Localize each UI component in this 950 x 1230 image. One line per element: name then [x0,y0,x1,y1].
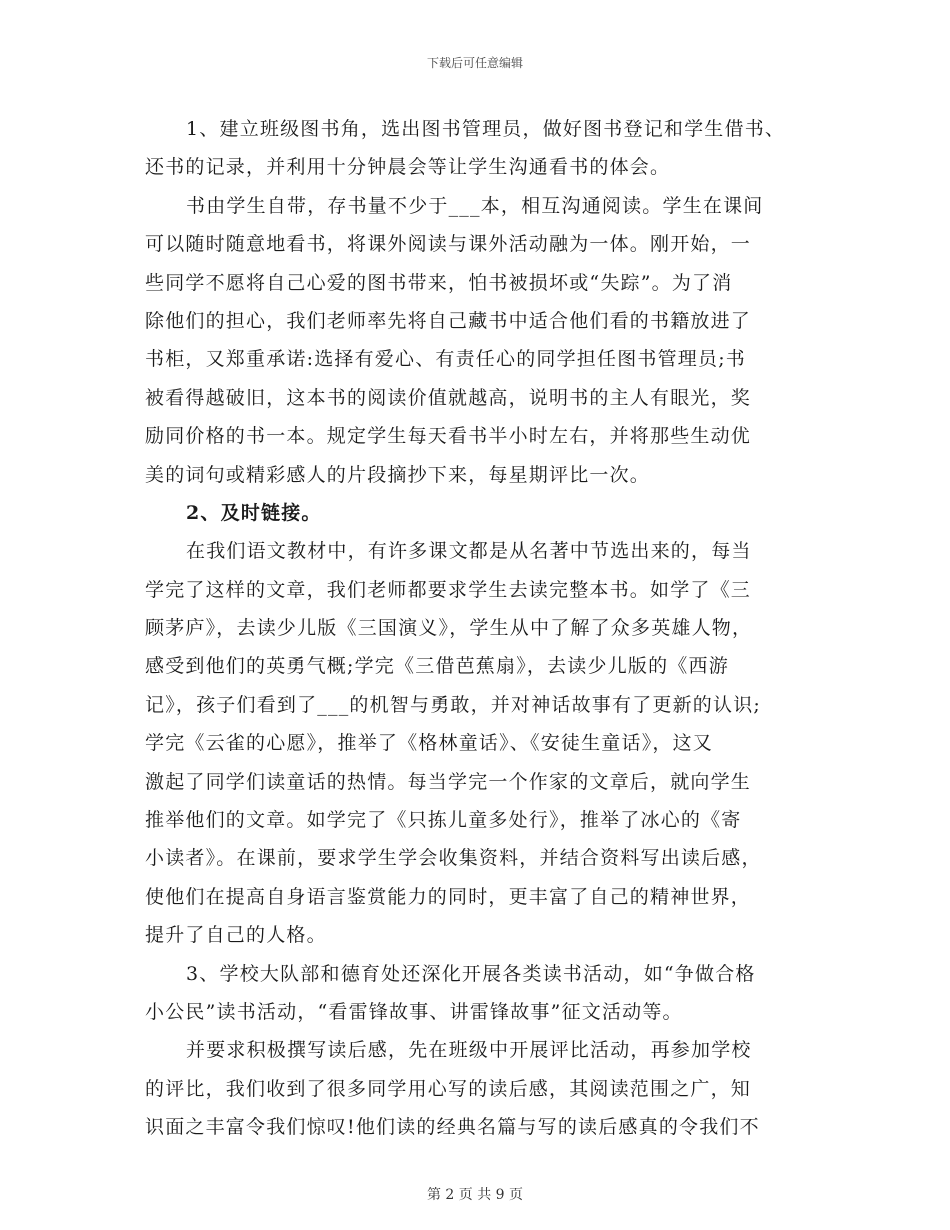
text-line: 感受到他们的英勇气概;学完《三借芭蕉扇》，去读少儿版的《西游 [145,655,729,678]
text-line: 的评比，我们收到了很多同学用心写的读后感，其阅读范围之广，知 [145,1077,752,1100]
text-line: 励同价格的书一本。规定学生每天看书半小时左右，并将那些生动优 [145,425,752,448]
page-header: 下载后可任意编辑 [426,56,523,70]
text-line: 提升了自己的人格。 [145,924,327,947]
text-line: 并要求积极撰写读后感，先在班级中开展评比活动，再参加学校 [186,1039,752,1062]
text-line: 识面之丰富令我们惊叹!他们读的经典名篇与写的读后感真的令我们不 [145,1116,760,1139]
text-line: 2、及时链接。 [186,501,322,524]
text-line: 激起了同学们读童话的热情。每当学完一个作家的文章后，就向学生 [145,770,752,793]
text-line: 美的词句或精彩感人的片段摘抄下来，每星期评比一次。 [145,463,651,486]
document-body [145,110,813,1147]
text-line: 记》，孩子们看到了___的机智与勇敢，并对神话故事有了更新的认识; [145,693,762,716]
text-line: 还书的记录，并利用十分钟晨会等让学生沟通看书的体会。 [145,156,671,179]
text-line: 1、建立班级图书角，选出图书管理员，做好图书登记和学生借书、 [186,118,786,140]
text-line: 可以随时随意地看书，将课外阅读与课外活动融为一体。刚开始，一 [145,233,752,256]
text-line: 使他们在提高自身语言鉴赏能力的同时，更丰富了自己的精神世界， [145,885,752,908]
text-line: 书柜，又郑重承诺:选择有爱心、有责任心的同学担任图书管理员;书 [145,348,747,371]
text-line: 学完了这样的文章，我们老师都要求学生去读完整本书。如学了《三 [145,578,752,601]
text-line: 3、学校大队部和德育处还深化开展各类读书活动，如“争做合格 [186,962,756,985]
text-line: 在我们语文教材中，有许多课文都是从名著中节选出来的，每当 [186,540,752,563]
text-line: 些同学不愿将自己心爱的图书带来，怕书被损坏或“失踪”。为了消 [145,271,733,294]
text-line: 小读者》。在课前，要求学生学会收集资料，并结合资料写出读后感， [145,847,762,870]
text-line: 顾茅庐》，去读少儿版《三国演义》，学生从中了解了众多英雄人物， [145,617,753,640]
text-line: 书由学生自带，存书量不少于___本，相互沟通阅读。学生在课间 [186,194,764,217]
text-line: 被看得越破旧，这本书的阅读价值就越高，说明书的主人有眼光，奖 [145,386,752,409]
text-line: 推举他们的文章。如学完了《只拣儿童多处行》，推举了冰心的《寄 [145,809,742,832]
text-line: 学完《云雀的心愿》，推举了《格林童话》、《安徒生童话》，这又 [145,732,714,755]
text-line: 除他们的担心，我们老师率先将自己藏书中适合他们看的书籍放进了 [145,309,752,332]
page-footer: 第 2 页 共 9 页 [426,1187,524,1203]
text-line: 小公民”读书活动，“看雷锋故事、讲雷锋故事”征文活动等。 [145,1000,683,1023]
